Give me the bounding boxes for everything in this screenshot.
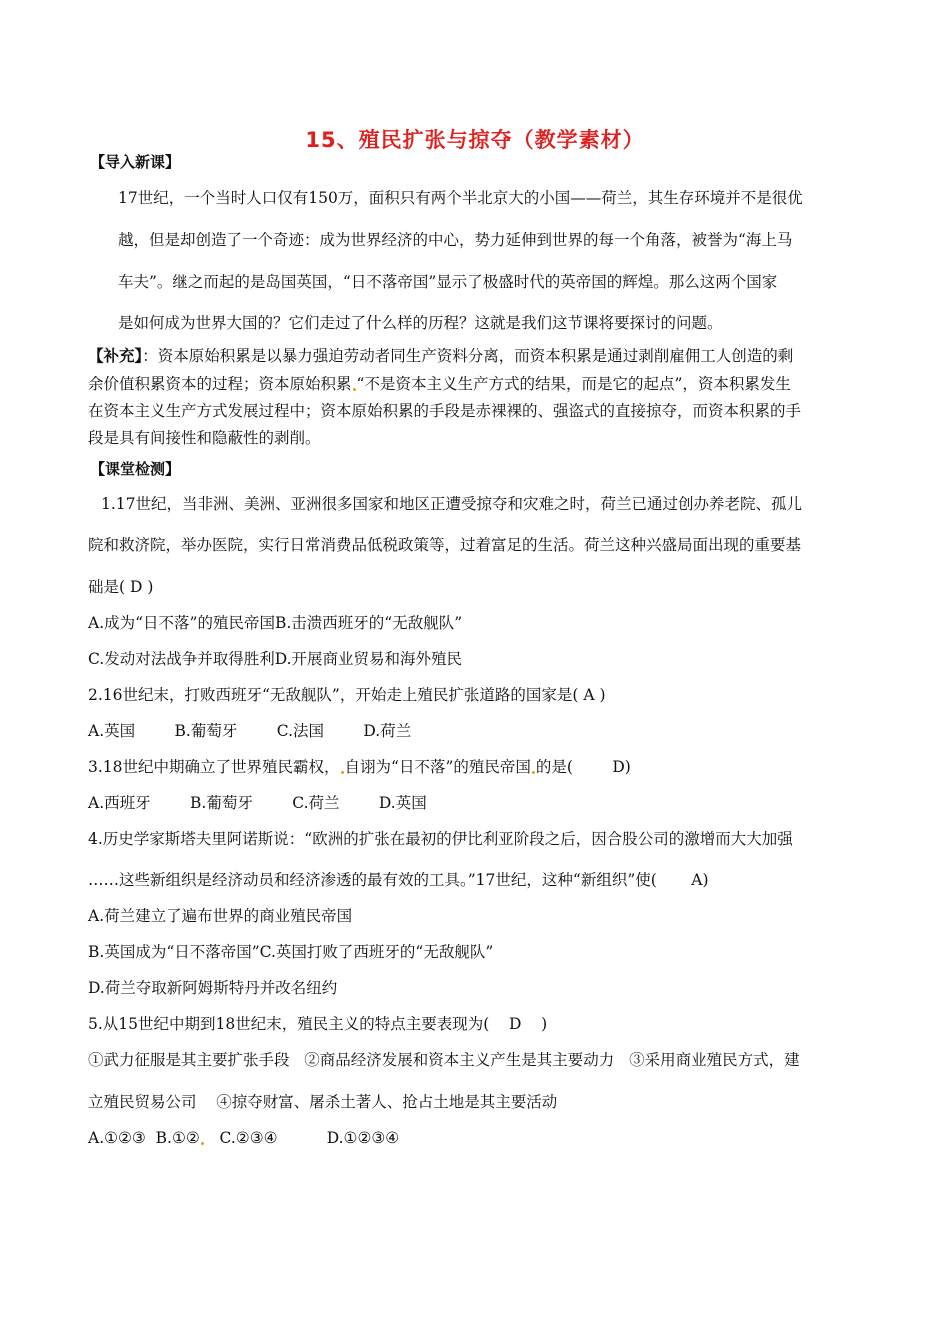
q5-statements-2: 立殖民贸易公司 ④掠夺财富、屠杀土著人、抢占土地是其主要活动	[88, 1093, 558, 1111]
q3-text-c: 的是( D)	[535, 758, 631, 776]
supplement-text-1: ：资本原始积累是以暴力强迫劳动者同生产资料分离，而资本积累是通过剥削雇佣工人创造的剩	[142, 347, 794, 365]
supplement-line-3: 在资本主义生产方式发展过程中；资本原始积累的手段是赤裸裸的、强盗式的直接掠夺，而资本积累的手	[88, 402, 802, 420]
q3-text-a: 3.18世纪中期确立了世界殖民霸权，	[88, 758, 340, 776]
stray-dot-mark	[201, 1142, 204, 1145]
supplement-label: 【补充】	[88, 347, 143, 365]
stray-dot-mark	[353, 388, 356, 391]
q2-line: 2.16世纪末，打败西班牙“无敌舰队”，开始走上殖民扩张道路的国家是( A )	[88, 686, 606, 704]
supplement-line-4: 段是具有间接性和隐蔽性的剥削。	[88, 429, 321, 447]
q4-option-a: A.荷兰建立了遍布世界的商业殖民帝国	[88, 907, 353, 925]
q2-options: A.英国 B.葡萄牙 C.法国 D.荷兰	[88, 722, 412, 740]
q5-line: 5.从15世纪中期到18世纪末，殖民主义的特点主要表现为( D )	[88, 1015, 548, 1033]
q3-line	[88, 757, 631, 777]
q1-option-ab: A.成为“日不落”的殖民帝国B.击溃西班牙的“无敌舰队”	[88, 614, 463, 632]
page-title: 15、殖民扩张与掠夺（教学素材）	[305, 128, 645, 152]
q3-text-b: 自诩为“日不落”的殖民帝国	[344, 758, 531, 776]
q4-line-2: ……这些新组织是经济动员和经济渗透的最有效的工具。”17世纪，这种“新组织”使( A)	[88, 871, 709, 889]
q1-line-3: 础是( D )	[88, 578, 154, 596]
section-heading-check: 【课堂检测】	[90, 460, 181, 478]
q5-options-b: C.②③④ D.①②③④	[204, 1129, 400, 1147]
q4-option-d: D.荷兰夺取新阿姆斯特丹并改名纽约	[88, 979, 338, 997]
stray-dot-mark	[532, 771, 535, 774]
q1-option-cd: C.发动对法战争并取得胜利D.开展商业贸易和海外殖民	[88, 650, 463, 668]
intro-line-4: 是如何成为世界大国的？它们走过了什么样的历程？这就是我们这节课将要探讨的问题。	[118, 314, 723, 332]
q1-line-1: 1.17世纪，当非洲、美洲、亚洲很多国家和地区正遭受掠夺和灾难之时，荷兰已通过创办养老院、孤儿	[101, 495, 803, 513]
q4-line-1: 4.历史学家斯塔夫里阿诺斯说：“欧洲的扩张在最初的伊比利亚阶段之后，因合股公司的激增而大大加强	[88, 830, 793, 848]
q5-statements-1: ①武力征服是其主要扩张手段 ②商品经济发展和资本主义产生是其主要动力 ③采用商业殖民方式，建	[88, 1051, 800, 1069]
q5-options-a: A.①②③ B.①②	[88, 1129, 200, 1147]
intro-line-2: 越，但是却创造了一个奇迹：成为世界经济的中心，势力延伸到世界的每一个角落，被誉为“海上马	[118, 231, 793, 249]
q1-line-2: 院和救济院，举办医院，实行日常消费品低税政策等，过着富足的生活。荷兰这种兴盛局面出现的重要基	[88, 536, 802, 554]
supplement-line-1	[88, 346, 793, 366]
supplement-text-2a: 余价值积累资本的过程；资本原始积累	[88, 375, 352, 393]
section-heading-intro: 【导入新课】	[90, 153, 181, 171]
q4-option-bc: B.英国成为“日不落帝国”C.英国打败了西班牙的“无敌舰队”	[88, 943, 494, 961]
stray-dot-mark	[341, 771, 344, 774]
intro-line-3: 车夫”。继之而起的是岛国英国，“日不落帝国”显示了极盛时代的英帝国的辉煌。那么这两个国家	[118, 273, 778, 291]
supplement-text-2b: “不是资本主义生产方式的结果，而是它的起点”，资本积累发生	[356, 375, 791, 393]
intro-line-1: 17世纪，一个当时人口仅有150万，面积只有两个半北京大的小国——荷兰，其生存环境并不是很优	[118, 189, 803, 207]
q3-options: A.西班牙 B.葡萄牙 C.荷兰 D.英国	[88, 794, 427, 812]
q5-options	[88, 1128, 399, 1148]
supplement-line-2	[88, 374, 791, 394]
